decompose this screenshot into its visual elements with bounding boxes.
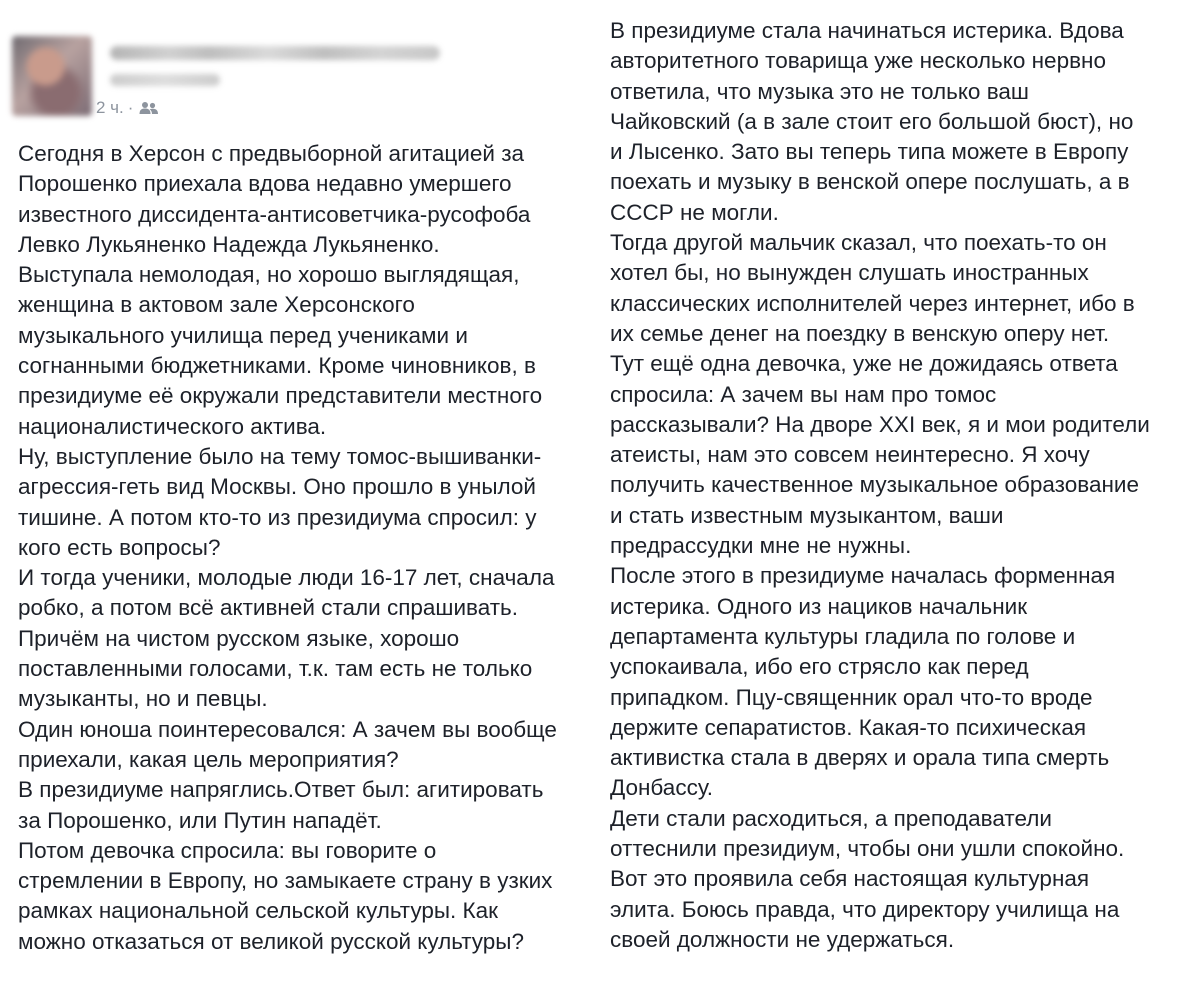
- text-line: элита. Боюсь правда, что директору училища на: [610, 896, 1120, 922]
- text-line: активистка стала в дверях и орала типа смерть: [610, 745, 1110, 771]
- text-line: стремлении в Европу, но замыкаете страну в узких: [18, 868, 553, 894]
- text-line: рамках национальной сельской культуры. Как: [18, 898, 499, 924]
- text-line: держите сепаратистов. Какая-то психическая: [610, 714, 1087, 740]
- text-line: музыкального училища перед учениками и: [18, 322, 468, 348]
- text-line: В президиуме стала начинаться истерика. Вдова: [610, 18, 1124, 43]
- text-line: Один юноша поинтересовался: А зачем вы вообще: [18, 716, 557, 742]
- text-line: предрассудки мне не нужны.: [610, 533, 912, 559]
- text-line: рассказывали? На дворе XXI век, я и мои родители: [610, 411, 1150, 437]
- text-line: президиуме её окружали представители местного: [18, 383, 543, 409]
- author-subtitle-blurred: [110, 74, 220, 86]
- avatar[interactable]: [12, 36, 92, 116]
- text-line: классических исполнителей через интернет, ибо в: [610, 290, 1135, 316]
- post-header: [10, 28, 480, 128]
- text-line: за Порошенко, или Путин нападёт.: [18, 807, 382, 833]
- text-line: их семье денег на поездку в венскую оперу нет.: [610, 320, 1110, 346]
- text-line: атеисты, нам это совсем неинтересно. Я хочу: [610, 442, 1090, 468]
- text-line: И тогда ученики, молодые люди 16-17 лет, сначала: [18, 565, 555, 591]
- text-line: хотел бы, но вынужден слушать иностранных: [610, 260, 1089, 286]
- text-line: Тут ещё одна девочка, уже не дожидаясь ответа: [610, 351, 1118, 377]
- text-line: СССР не могли.: [610, 199, 779, 225]
- text-line: ответила, что музыка это не только ваш: [610, 78, 1029, 104]
- post-meta: [96, 98, 159, 118]
- post-timestamp[interactable]: 2 ч.: [96, 98, 124, 117]
- text-line: согнанными бюджетниками. Кроме чиновников, в: [18, 353, 536, 379]
- text-line: департамента культуры гладила по голове и: [610, 623, 1076, 649]
- text-line: известного диссидента-антисоветчика-русофоба: [18, 201, 531, 227]
- text-line: можно отказаться от великой русской культуры?: [18, 928, 524, 954]
- meta-separator: ·: [127, 98, 134, 117]
- text-line: националистического актива.: [18, 413, 327, 439]
- post-text-left-column: [18, 139, 598, 957]
- text-line: кого есть вопросы?: [18, 534, 221, 560]
- text-line: Левко Лукьяненко Надежда Лукьяненко.: [18, 231, 440, 257]
- text-line: Тогда другой мальчик сказал, что поехать-то он: [610, 230, 1107, 256]
- text-line: Вот это проявила себя настоящая культурная: [610, 866, 1090, 892]
- text-line: Сегодня в Херсон с предвыборной агитацией за: [18, 141, 525, 166]
- text-line: Дети стали расходиться, а преподаватели: [610, 805, 1052, 831]
- text-line: авторитетного товарища уже несколько нервно: [610, 48, 1106, 74]
- text-line: и Лысенко. Зато вы теперь типа можете в Европу: [610, 139, 1129, 165]
- text-line: поехать и музыку в венской опере послушать, а в: [610, 169, 1130, 195]
- text-line: успокаивала, ибо его стрясло как перед: [610, 654, 1029, 680]
- text-line: оттеснили президиум, чтобы они ушли спокойно.: [610, 836, 1125, 862]
- text-line: истерика. Одного из нациков начальник: [610, 593, 1028, 619]
- friends-icon[interactable]: [139, 101, 159, 115]
- text-line: музыканты, но и певцы.: [18, 686, 268, 712]
- text-line: Причём на чистом русском языке, хорошо: [18, 625, 460, 651]
- text-line: Ну, выступление было на тему томос-вышиванки-: [18, 443, 542, 469]
- text-line: поставленными голосами, т.к. там есть не только: [18, 656, 533, 682]
- text-line: Потом девочка спросила: вы говорите о: [18, 837, 437, 863]
- text-line: приехали, какая цель мероприятия?: [18, 746, 399, 772]
- author-name-blurred[interactable]: [110, 46, 440, 60]
- text-line: припадком. Пцу-священник орал что-то вроде: [610, 684, 1093, 710]
- text-line: Выступала немолодая, но хорошо выглядящая,: [18, 262, 520, 288]
- text-line: тишине. А потом кто-то из президиума спросил: у: [18, 504, 537, 530]
- text-line: Порошенко приехала вдова недавно умершего: [18, 171, 512, 197]
- text-line: спросила: А зачем вы нам про томос: [610, 381, 997, 407]
- text-line: робко, а потом всё активней стали спрашивать.: [18, 595, 519, 621]
- text-line: Чайковский (а в зале стоит его большой бюст), но: [610, 108, 1134, 134]
- text-line: и стать известным музыкантом, ваши: [610, 502, 1004, 528]
- text-line: В президиуме напряглись.Ответ был: агитировать: [18, 777, 544, 803]
- text-line: Донбассу.: [610, 775, 714, 801]
- text-line: агрессия-геть вид Москвы. Оно прошло в унылой: [18, 474, 536, 500]
- text-line: женщина в актовом зале Херсонского: [18, 292, 415, 318]
- post-text-right-column: [610, 16, 1190, 955]
- text-line: получить качественное музыкальное образование: [610, 472, 1139, 498]
- text-line: После этого в президиуме началась форменная: [610, 563, 1116, 589]
- text-line: своей должности не удержаться.: [610, 926, 955, 952]
